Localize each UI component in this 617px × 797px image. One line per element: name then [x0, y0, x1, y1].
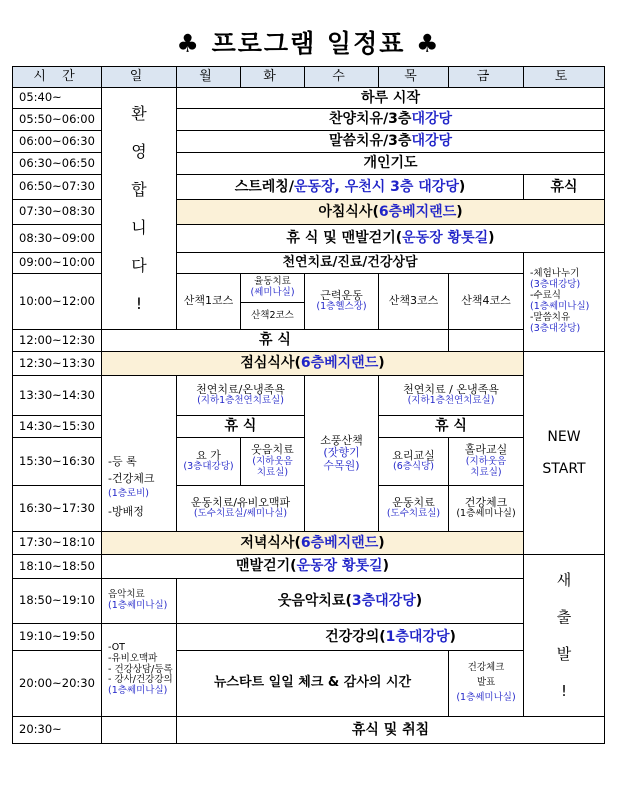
sat-morning-program: -체험나누기 (3층대강당) -수료식 (1층쎄미나실) -말씀치유 (3층대강당) — [524, 253, 605, 352]
mon-walk-course-1: 산책1코스 — [177, 274, 241, 330]
welcome-char: ! — [135, 293, 143, 313]
activity-dinner: 저녁식사(6층베지랜드) — [102, 532, 524, 555]
activity-lunch: 점심식사(6층베지랜드) — [102, 352, 524, 376]
header-thu: 목 — [379, 67, 449, 88]
fri-hula-class: 홀라교실 (지하웃음 치료실) — [449, 438, 524, 486]
thu-walk-course-3: 산책3코스 — [379, 274, 449, 330]
welcome-char: 니 — [131, 217, 147, 237]
sat-new-start: NEW START — [524, 352, 605, 555]
activity-natural-treatment: 천연치료/진료/건강상담 — [177, 253, 524, 274]
time-cell: 06:30~06:50 — [13, 153, 102, 175]
time-cell: 12:30~13:30 — [13, 352, 102, 376]
time-cell: 12:00~12:30 — [13, 330, 102, 352]
time-cell: 05:50~06:00 — [13, 109, 102, 131]
activity-rest: 휴 식 — [102, 330, 449, 352]
activity-day-start: 하루 시작 — [177, 88, 605, 109]
activity-praise-healing: 찬양치유/3층대강당 — [177, 109, 605, 131]
sat-rest: 휴식 — [524, 175, 605, 200]
time-cell: 15:30~16:30 — [13, 438, 102, 486]
time-cell: 06:50~07:30 — [13, 175, 102, 200]
sun-music-therapy: 음악치료 (1층쎄미나실) — [102, 579, 177, 624]
time-cell: 08:30~09:00 — [13, 225, 102, 253]
header-tue: 화 — [241, 67, 305, 88]
tue-morning: 율동치료 (쎄미나실) 산책2코스 — [241, 274, 305, 330]
time-cell: 19:10~19:50 — [13, 624, 102, 651]
mon-tue-foot-bath: 천연치료/온냉족욕 (지하1층천연치료실) — [177, 376, 305, 416]
wed-picnic-walk: 소풍산책 (잣향기 수목원) — [305, 376, 379, 532]
mon-tue-exercise-therapy: 운동치료/유비오맥파 (도수치료실/쎄미나실) — [177, 486, 305, 532]
time-cell: 05:40~ — [13, 88, 102, 109]
time-cell: 13:30~14:30 — [13, 376, 102, 416]
time-cell: 17:30~18:10 — [13, 532, 102, 555]
welcome-char: 다 — [131, 255, 147, 275]
page-title: ♣ 프로그램 일정표 ♣ — [176, 29, 441, 58]
welcome-char: 환 — [131, 103, 147, 123]
welcome-char: 영 — [131, 141, 147, 161]
time-cell: 20:00~20:30 — [13, 651, 102, 717]
fri-health-check: 건강체크 (1층쎄미나실) — [449, 486, 524, 532]
activity-prayer: 개인기도 — [177, 153, 605, 175]
activity-word-healing: 말씀치유/3층대강당 — [177, 131, 605, 153]
time-cell: 07:30~08:30 — [13, 200, 102, 225]
schedule-table — [12, 66, 605, 744]
sat-new-beginning: 새 출 발 ! — [524, 555, 605, 717]
activity-health-lecture: 건강강의(1층대강당) — [177, 624, 605, 651]
thu-fri-foot-bath: 천연치료 / 온냉족욕 (지하1층천연치료실) — [379, 376, 524, 416]
wed-strength-training: 근력운동 (1층헬스장) — [305, 274, 379, 330]
sunday-welcome — [102, 88, 177, 330]
activity-laughter-music-therapy: 웃음악치료(3층대강당) — [177, 579, 524, 624]
time-cell: 14:30~15:30 — [13, 416, 102, 438]
thu-exercise-therapy: 운동치료 (도수치료실) — [379, 486, 449, 532]
activity-daily-check: 뉴스타트 일일 체크 & 감사의 시간 — [177, 651, 449, 717]
activity-breakfast: 아침식사(6층베지랜드) — [177, 200, 605, 225]
time-cell: 20:30~ — [13, 717, 102, 744]
header-mon: 월 — [177, 67, 241, 88]
header-sun: 일 — [102, 67, 177, 88]
header-sat: 토 — [524, 67, 605, 88]
time-cell: 09:00~10:00 — [13, 253, 102, 274]
time-cell: 16:30~17:30 — [13, 486, 102, 532]
sun-orientation: -OT -유비오맥파 - 건강상담/등록 - 강사/건강강의 (1층쎄미나실) — [102, 624, 177, 717]
thu-cooking-class: 요리교실 (6층식당) — [379, 438, 449, 486]
mon-tue-rest: 휴 식 — [177, 416, 305, 438]
header-wed: 수 — [305, 67, 379, 88]
activity-stretching: 스트레칭/운동장, 우천시 3층 대강당) — [177, 175, 524, 200]
fri-health-check-presentation: 건강체크 발표 (1층쎄미나실) — [449, 651, 524, 717]
activity-barefoot-walk: 휴 식 및 맨발걷기(운동장 황톳길) — [177, 225, 605, 253]
time-cell: 18:10~18:50 — [13, 555, 102, 579]
fri-walk-course-4: 산책4코스 — [449, 274, 524, 330]
time-cell: 18:50~19:10 — [13, 579, 102, 624]
mon-yoga: 요 가 (3층대강당) — [177, 438, 241, 486]
header-row — [13, 67, 605, 88]
welcome-char: 합 — [131, 179, 147, 199]
header-time: 시 간 — [13, 67, 102, 88]
sun-registration: -등 록 -건강체크 (1층로비) -방배정 — [102, 376, 177, 532]
thu-fri-rest: 휴 식 — [379, 416, 524, 438]
tue-laughter-therapy: 웃음치료 (지하웃음 치료실) — [241, 438, 305, 486]
time-cell: 10:00~12:00 — [13, 274, 102, 330]
activity-sleep: 휴식 및 취침 — [177, 717, 605, 744]
header-fri: 금 — [449, 67, 524, 88]
time-cell: 06:00~06:30 — [13, 131, 102, 153]
activity-evening-barefoot-walk: 맨발걷기(운동장 황톳길) — [102, 555, 524, 579]
